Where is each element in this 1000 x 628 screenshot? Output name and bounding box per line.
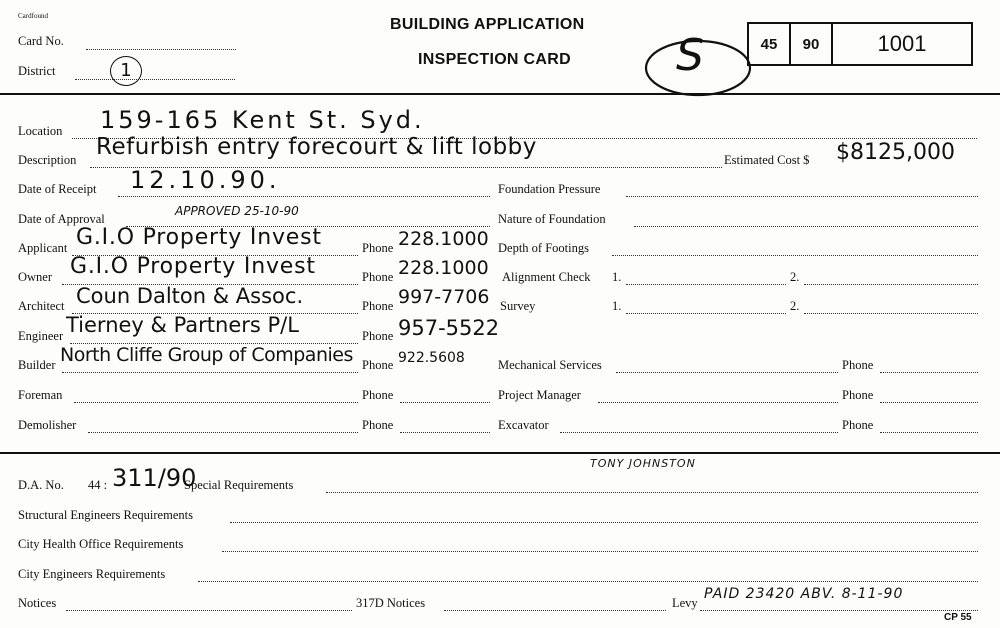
foreman-phone-label: Phone (362, 388, 394, 402)
health-label: City Health Office Requirements (18, 537, 184, 551)
alignment-2-label: 2. (790, 270, 800, 284)
nature-of-foundation-line (634, 226, 978, 227)
applicant-value: G.I.O Property Invest (76, 225, 322, 250)
architect-label: Architect (18, 299, 65, 313)
card-no-line (86, 49, 236, 50)
health-line (222, 551, 978, 552)
applicant-phone: 228.1000 (398, 228, 489, 250)
location-value: 159-165 Kent St. Syd. (100, 106, 425, 134)
location-label: Location (18, 124, 63, 138)
owner-value: G.I.O Property Invest (70, 254, 316, 279)
depth-of-footings-label: Depth of Footings (498, 241, 589, 255)
alignment-2-line (804, 284, 978, 285)
nature-of-foundation-label: Nature of Foundation (498, 212, 606, 226)
survey-1-label: 1. (612, 299, 622, 313)
box-45: 45 (749, 24, 791, 64)
foundation-pressure-label: Foundation Pressure (498, 182, 601, 196)
depth-of-footings-line (612, 255, 978, 256)
excavator-phone-label: Phone (842, 418, 874, 432)
project-manager-label: Project Manager (498, 388, 581, 402)
district-value: 1 (110, 56, 142, 86)
levy-value: PAID 23420 ABV. 8-11-90 (704, 586, 904, 602)
demolisher-label: Demolisher (18, 418, 77, 432)
architect-phone: 997-7706 (398, 286, 490, 308)
engineer-label: Engineer (18, 329, 64, 343)
owner-label: Owner (18, 270, 53, 284)
builder-label: Builder (18, 358, 56, 372)
estimated-cost-label: Estimated Cost $ (724, 153, 810, 167)
owner-phone-label: Phone (362, 270, 394, 284)
title-line2: INSPECTION CARD (418, 51, 571, 68)
description-value: Refurbish entry forecourt & lift lobby (96, 134, 537, 160)
project-manager-phone-label: Phone (842, 388, 874, 402)
mechanical-services-line (616, 372, 838, 373)
demolisher-line (88, 432, 358, 433)
engineer-phone-label: Phone (362, 329, 394, 343)
structural-label: Structural Engineers Requirements (18, 508, 193, 522)
foreman-line (74, 402, 358, 403)
foundation-pressure-line (626, 196, 978, 197)
survey-label: Survey (500, 299, 536, 313)
excavator-label: Excavator (498, 418, 549, 432)
builder-phone: 922.5608 (398, 350, 465, 366)
da-prefix: 44 : (88, 478, 108, 492)
architect-value: Coun Dalton & Assoc. (76, 284, 304, 308)
owner-phone: 228.1000 (398, 257, 489, 279)
foreman-label: Foreman (18, 388, 63, 402)
project-manager-line (598, 402, 838, 403)
title-line1: BUILDING APPLICATION (390, 16, 585, 33)
architect-phone-label: Phone (362, 299, 394, 313)
applicant-label: Applicant (18, 241, 68, 255)
district-line (75, 79, 235, 80)
middle-divider (0, 452, 1000, 454)
foreman-phone-line (400, 402, 490, 403)
demolisher-phone-line (400, 432, 490, 433)
levy-label: Levy (672, 596, 698, 610)
survey-2-label: 2. (790, 299, 800, 313)
engineer-value: Tierney & Partners P/L (66, 313, 299, 337)
applicant-phone-label: Phone (362, 241, 394, 255)
mechanical-phone-label: Phone (842, 358, 874, 372)
alignment-check-label: Alignment Check (502, 270, 591, 284)
date-of-receipt-value: 12.10.90. (130, 166, 281, 194)
demolisher-phone-label: Phone (362, 418, 394, 432)
da-label: D.A. No. (18, 478, 64, 492)
reference-boxes (747, 22, 973, 66)
notices-label: Notices (18, 596, 57, 610)
notices-line (66, 610, 352, 611)
notices-317d-label: 317D Notices (356, 596, 426, 610)
special-requirements-line (326, 492, 978, 493)
levy-line (700, 610, 978, 611)
special-requirements-label: Special Requirements (184, 478, 294, 492)
structural-line (230, 522, 978, 523)
box-90: 90 (791, 24, 833, 64)
date-of-receipt-label: Date of Receipt (18, 182, 97, 196)
city-engineers-line (198, 581, 978, 582)
builder-phone-label: Phone (362, 358, 394, 372)
da-value: 311/90 (112, 464, 197, 492)
engineer-phone: 957-5522 (398, 316, 500, 340)
tiny-note: Cardfound (18, 12, 48, 20)
survey-1-line (626, 313, 786, 314)
mechanical-services-label: Mechanical Services (498, 358, 602, 372)
header-divider (0, 93, 1000, 95)
special-note: TONY JOHNSTON (590, 457, 696, 470)
mechanical-phone-line (880, 372, 978, 373)
excavator-phone-line (880, 432, 978, 433)
alignment-1-line (626, 284, 786, 285)
project-manager-phone-line (880, 402, 978, 403)
form-code: CP 55 (944, 612, 972, 623)
stamp-letter: S (676, 30, 704, 81)
alignment-1-label: 1. (612, 270, 622, 284)
date-of-receipt-line (118, 196, 490, 197)
box-card-number: 1001 (877, 31, 927, 56)
date-of-approval-value: APPROVED 25-10-90 (175, 204, 299, 218)
district-label: District (18, 64, 56, 78)
builder-line (62, 372, 358, 373)
survey-2-line (804, 313, 978, 314)
date-of-approval-label: Date of Approval (18, 212, 105, 226)
excavator-line (560, 432, 838, 433)
builder-value: North Cliffe Group of Companies (60, 344, 353, 366)
description-label: Description (18, 153, 77, 167)
estimated-cost-value: $8125,000 (836, 140, 955, 165)
notices-317d-line (444, 610, 666, 611)
city-engineers-label: City Engineers Requirements (18, 567, 166, 581)
card-no-label: Card No. (18, 34, 64, 48)
